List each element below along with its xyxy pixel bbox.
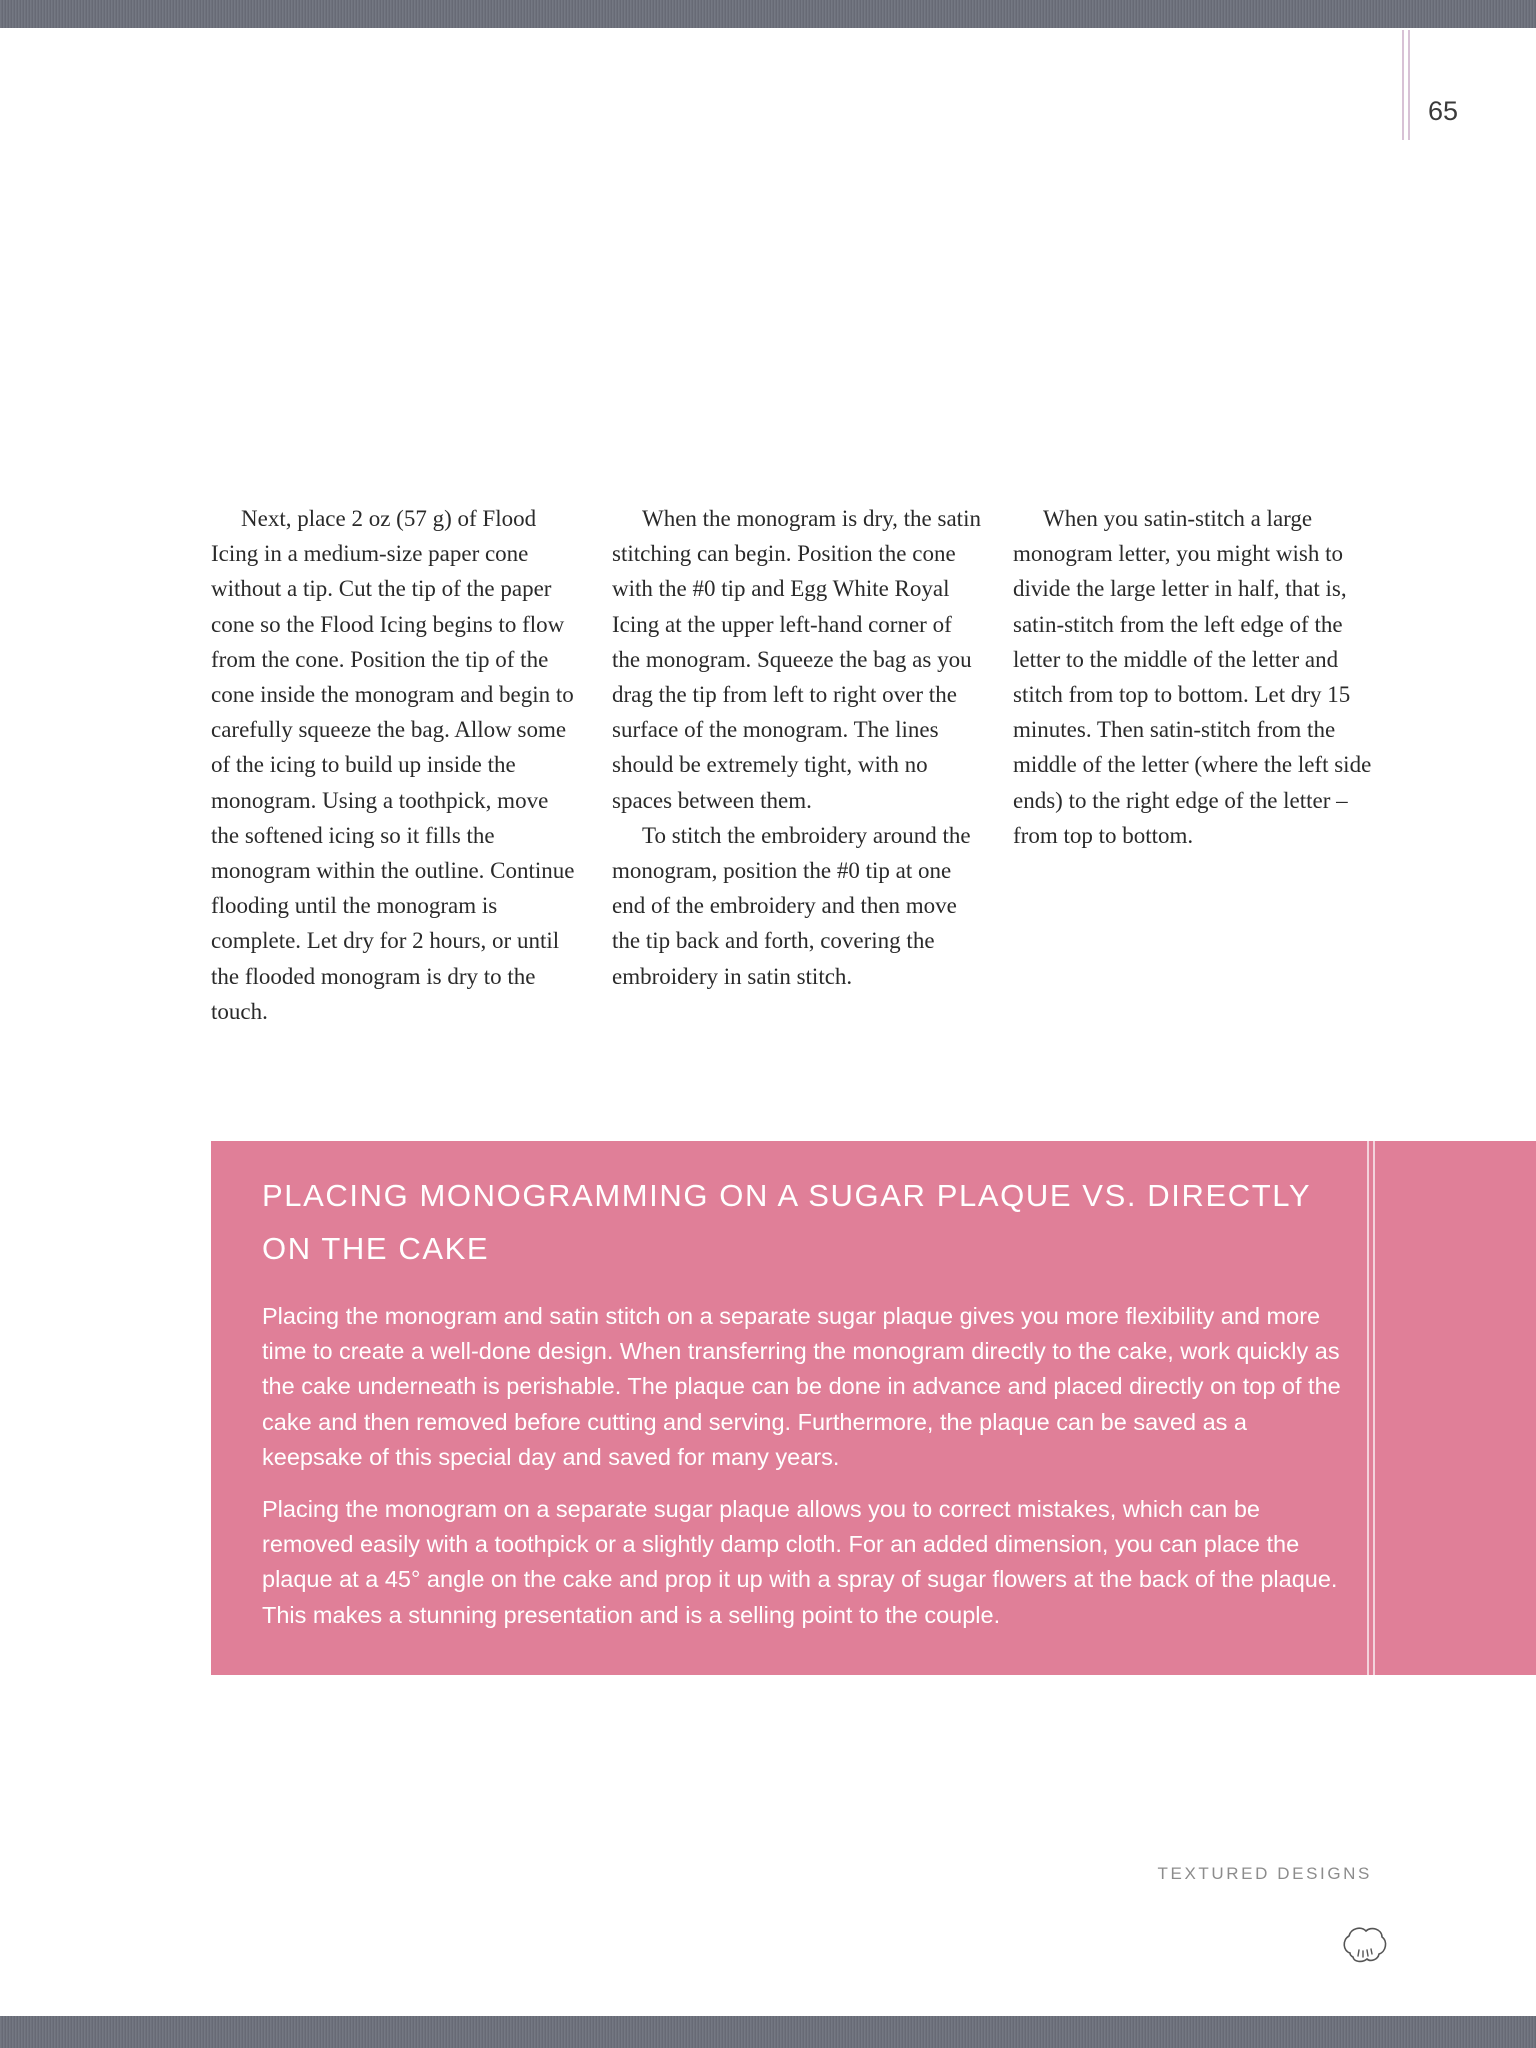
text-column-2 xyxy=(612,501,982,994)
sidebar-paragraph: Placing the monogram and satin stitch on a separate sugar plaque gives you more flexibility and more time to create a well-done design. When transferring the monogram directly to the cake, work quickly as the cake underneath is perishable. The plaque can be done in advance and placed directly on top of the cake and then removed before cutting and serving. Furthermore, the plaque can be saved as a keepsake of this special day and saved for many years. xyxy=(262,1303,1341,1470)
text-column-3 xyxy=(1013,501,1383,853)
sidebar-content xyxy=(262,1169,1352,1650)
body-paragraph: Next, place 2 oz (57 g) of Flood Icing in a medium-size paper cone without a tip. Cut the tip of the paper cone so the Flood Icing begins to flow from the cone. Position the tip of the cone inside the monogram and begin to carefully squeeze the bag. Allow some of the icing to build up inside the monogram. Using a toothpick, move the softened icing so it fills the monogram within the outline. Continue flooding until the monogram is complete. Let dry for 2 hours, or until the flooded monogram is dry to the touch. xyxy=(211,506,575,1024)
sidebar-title: PLACING MONOGRAMMING ON A SUGAR PLAQUE VS. DIRECTLY ON THE CAKE xyxy=(262,1178,1311,1266)
chef-hat-icon xyxy=(1340,1923,1388,1967)
sidebar-box xyxy=(211,1141,1536,1675)
header-rule xyxy=(1402,30,1404,140)
text-column-1 xyxy=(211,501,581,1029)
viewer-frame-bottom xyxy=(0,2016,1536,2048)
header-rule xyxy=(1408,30,1410,140)
body-paragraph: To stitch the embroidery around the monogram, position the #0 tip at one end of the embroidery and then move the tip back and forth, covering the embroidery in satin stitch. xyxy=(612,822,971,989)
viewer-frame-top xyxy=(0,0,1536,28)
sidebar-rule xyxy=(1367,1141,1369,1675)
body-paragraph: When you satin-stitch a large monogram letter, you might wish to divide the large letter in half, that is, satin-stitch from the left edge of the letter to the middle of the letter and stitch from top to bottom. Let dry 15 minutes. Then satin-stitch from the middle of the letter (where the left side ends) to the right edge of the letter – from top to bottom. xyxy=(1013,506,1372,848)
sidebar-paragraph: Placing the monogram on a separate sugar plaque allows you to correct mistakes, which can be removed easily with a toothpick or a slightly damp cloth. For an added dimension, you can place the plaque at a 45° angle on the cake and prop it up with a spray of sugar flowers at the back of the plaque. This makes a stunning presentation and is a selling point to the couple. xyxy=(262,1496,1338,1628)
running-footer: TEXTURED DESIGNS xyxy=(1157,1864,1372,1883)
sidebar-rule xyxy=(1373,1141,1375,1675)
page-number: 65 xyxy=(1428,96,1459,126)
body-paragraph: When the monogram is dry, the satin stitching can begin. Position the cone with the #0 tip and Egg White Royal Icing at the upper left-hand corner of the monogram. Squeeze the bag as you drag the tip from left to right over the surface of the monogram. The lines should be extremely tight, with no spaces between them. xyxy=(612,506,981,813)
